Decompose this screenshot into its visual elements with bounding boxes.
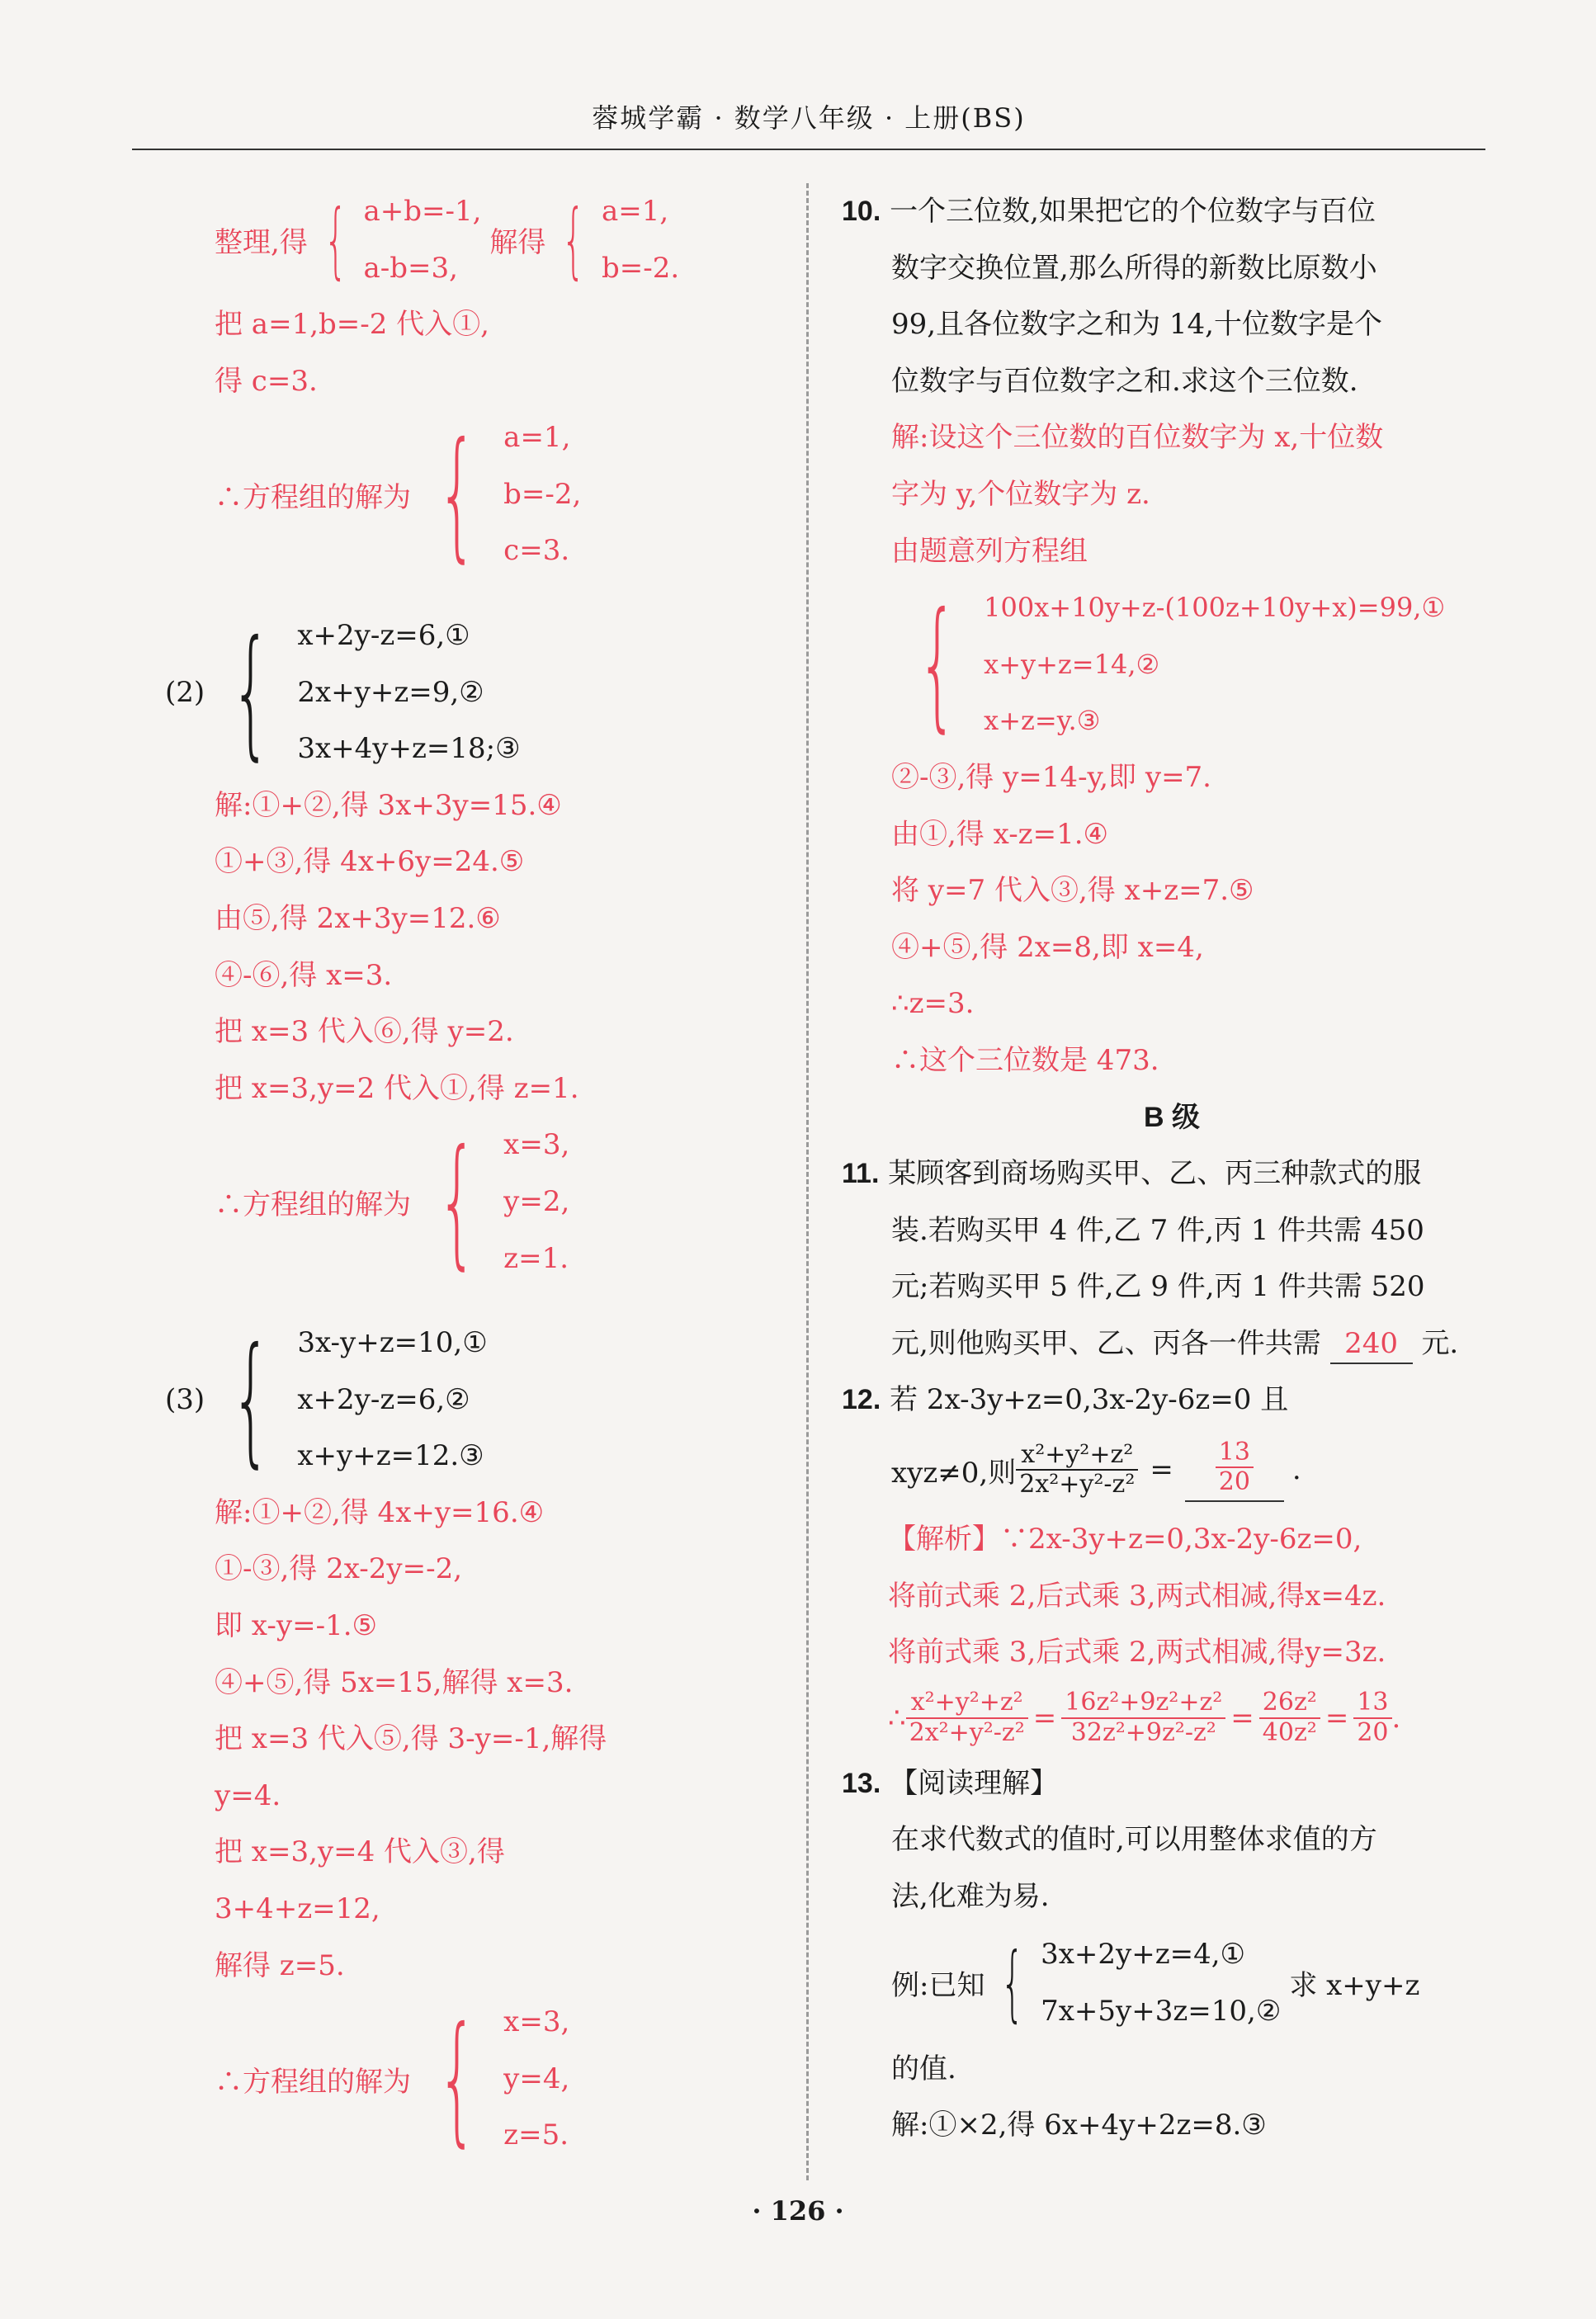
q11-text: 某顾客到商场购买甲、乙、丙三种款式的服: [888, 1157, 1422, 1191]
equals-sign: =: [1230, 1701, 1254, 1735]
q10-step: ∴z=3.: [891, 987, 975, 1021]
equation-row: x+2y-z=6,②: [297, 1382, 470, 1416]
p3-system: [165, 1315, 792, 1485]
equals-sign: =: [1032, 1701, 1057, 1735]
solution-row: z=5.: [503, 2118, 569, 2152]
solution-row: y=4,: [503, 2062, 570, 2095]
numerator: 13: [1216, 1438, 1254, 1469]
fraction: [906, 1688, 1028, 1747]
equation-row: x+2y-z=6,①: [297, 618, 470, 652]
q12-text: 若 2x-3y+z=0,3x-2y-6z=0 且: [890, 1383, 1289, 1417]
q10-answer: 由题意列方程组: [891, 534, 1088, 568]
q12-answer-fraction: [1216, 1438, 1254, 1497]
q10-text: 一个三位数,如果把它的个位数字与百位: [890, 195, 1376, 228]
p1-label-2: 解得: [489, 226, 546, 259]
fraction: [1259, 1688, 1320, 1747]
denominator: 20: [1357, 1717, 1389, 1747]
q11-number: 11.: [842, 1158, 880, 1190]
solution-row: x=3,: [503, 2005, 570, 2039]
p2-label: (2): [165, 675, 205, 709]
p1-step: 得 c=3.: [215, 364, 318, 398]
numerator: 13: [1353, 1688, 1391, 1719]
q13-text: 法,化难为易.: [891, 1880, 1050, 1914]
q10-step: 由①,得 x-z=1.④: [891, 817, 1109, 851]
q13-text: 在求代数式的值时,可以用整体求值的方: [891, 1823, 1377, 1857]
q13-example-label: 例:已知: [891, 1969, 985, 2003]
p2-solution: [215, 1117, 792, 1287]
p3-step: y=4.: [215, 1778, 281, 1812]
p3-step: 3+4+z=12,: [215, 1892, 380, 1926]
brace: {: [323, 191, 347, 288]
denominator: 2x²+y²-z²: [1019, 1470, 1136, 1500]
page-header: 蓉城学霸 · 数学八年级 · 上册(BS): [592, 102, 1026, 134]
q13-example-after: 求 x+y+z: [1289, 1969, 1420, 2003]
q12-line: [842, 1372, 1502, 1429]
p1-sys2-row: b=-2.: [602, 251, 680, 285]
equals-sign: =: [1324, 1701, 1349, 1735]
equation-row: 3x-y+z=10,①: [297, 1326, 488, 1360]
p3-step: 即 x-y=-1.⑤: [215, 1609, 377, 1643]
p3-step: 把 x=3 代入⑤,得 3-y=-1,解得: [215, 1722, 607, 1756]
q11-answer-blank: 240: [1330, 1325, 1413, 1364]
p1-label-1: 整理,得: [215, 226, 308, 259]
q11-text: 元,则他购买甲、乙、丙各一件共需: [891, 1326, 1321, 1360]
q10-line: [842, 183, 1502, 240]
p1-sys1-row: a-b=3,: [363, 251, 458, 285]
denominator: 2x²+y²-z²: [909, 1717, 1025, 1747]
q12-number: 12.: [842, 1384, 881, 1416]
q11-text: 元;若购买甲 5 件,乙 9 件,丙 1 件共需 520: [891, 1270, 1425, 1304]
p3-step: ④+⑤,得 5x=15,解得 x=3.: [215, 1665, 574, 1699]
p2-step: 把 x=3 代入⑥,得 y=2.: [215, 1015, 514, 1049]
equation-row: 3x+4y+z=18;③: [297, 732, 521, 766]
page-number: · 126 ·: [752, 2195, 844, 2227]
q13-number: 13.: [842, 1767, 881, 1799]
q10-text: 99,且各位数字之和为 14,十位数字是个: [891, 308, 1382, 342]
brace: {: [230, 1317, 272, 1481]
q10-text: 位数字与百位数字之和.求这个三位数.: [891, 364, 1358, 398]
solution-label: ∴方程组的解为: [215, 2065, 411, 2099]
solution-row: y=2,: [503, 1184, 570, 1218]
brace: {: [561, 191, 586, 288]
denominator: 20: [1218, 1467, 1250, 1497]
q12-explanation: 将前式乘 2,后式乘 3,两式相减,得x=4z.: [888, 1579, 1386, 1613]
period: .: [1391, 1701, 1401, 1735]
q12-fraction-line: [842, 1429, 1502, 1511]
q10-system: [842, 579, 1502, 749]
numerator: x²+y²+z²: [1016, 1441, 1138, 1471]
solution-label: ∴方程组的解为: [215, 1188, 411, 1221]
q13-solution: 解:①×2,得 6x+4y+2z=8.③: [891, 2109, 1267, 2142]
solution-row: b=-2,: [503, 477, 582, 511]
q12-answer-blank: [1185, 1438, 1284, 1502]
p3-step: 把 x=3,y=4 代入③,得: [215, 1835, 505, 1869]
equation-row: 7x+5y+3z=10,②: [1041, 1994, 1282, 2028]
p1-sys2-row: a=1,: [602, 194, 669, 228]
equation-row: x+y+z=14,②: [984, 648, 1160, 680]
p2-step: 解:①+②,得 3x+3y=15.④: [215, 788, 562, 822]
q13-example: [842, 1925, 1502, 2041]
q12-text: xyz≠0,则: [891, 1456, 1017, 1490]
brace: {: [437, 1120, 478, 1284]
q10-text: 数字交换位置,那么所得的新数比原数小: [891, 251, 1377, 285]
p2-step: 把 x=3,y=2 代入①,得 z=1.: [215, 1071, 579, 1105]
q12-explanation: 【解析】∵2x-3y+z=0,3x-2y-6z=0,: [888, 1523, 1362, 1556]
level-heading: B 级: [1144, 1101, 1200, 1133]
left-column: [165, 183, 792, 2164]
numerator: 26z²: [1259, 1688, 1320, 1719]
numerator: x²+y²+z²: [906, 1688, 1028, 1719]
p2-step: ①+③,得 4x+6y=24.⑤: [215, 845, 525, 879]
q13-title: 【阅读理解】: [890, 1766, 1059, 1800]
p2-system: [165, 607, 792, 777]
brace: {: [437, 1997, 478, 2161]
equation-row: 2x+y+z=9,②: [297, 675, 484, 709]
q10-answer: 解:设这个三位数的百位数字为 x,十位数: [891, 421, 1384, 455]
q12-final-equation: [888, 1681, 1502, 1755]
equals-sign: =: [1150, 1453, 1173, 1487]
denominator: 40z²: [1262, 1717, 1317, 1747]
numerator: 16z²+9z²+z²: [1061, 1688, 1225, 1719]
q12-explanation: 将前式乘 3,后式乘 2,两式相减,得y=3z.: [888, 1636, 1386, 1670]
q11-last-line: [842, 1315, 1502, 1372]
column-divider: [806, 183, 809, 2180]
q11-line: [842, 1145, 1502, 1202]
p3-step: ①-③,得 2x-2y=-2,: [215, 1552, 463, 1586]
period: .: [1291, 1453, 1301, 1487]
q10-answer: 字为 y,个位数字为 z.: [891, 477, 1150, 511]
p3-label: (3): [165, 1382, 205, 1416]
q12-fraction: [1016, 1441, 1138, 1500]
solution-row: z=1.: [503, 1241, 569, 1275]
solution-row: x=3,: [503, 1128, 570, 1162]
p2-step: ④-⑥,得 x=3.: [215, 958, 393, 992]
fraction: [1353, 1688, 1391, 1747]
p1-sys1-row: a+b=-1,: [363, 194, 482, 228]
brace: {: [230, 610, 272, 774]
p3-solution: [215, 1994, 792, 2164]
equation-row: x+z=y.③: [984, 705, 1101, 737]
solution-row: a=1,: [503, 421, 571, 455]
solution-label: ∴方程组的解为: [215, 480, 411, 514]
p1-solution: [215, 409, 792, 579]
p1-step: 把 a=1,b=-2 代入①,: [215, 308, 489, 341]
solution-row: c=3.: [503, 534, 570, 568]
therefore-symbol: ∴: [888, 1701, 906, 1735]
equation-row: 100x+10y+z-(100z+10y+x)=99,①: [984, 592, 1446, 624]
equation-row: 3x+2y+z=4,①: [1041, 1938, 1246, 1972]
right-column: [842, 183, 1502, 2154]
fraction: [1061, 1688, 1225, 1747]
q10-number: 10.: [842, 196, 881, 227]
p3-step: 解:①+②,得 4x+y=16.④: [215, 1495, 545, 1529]
q11-text: 元.: [1421, 1326, 1459, 1360]
header-rule: [132, 149, 1485, 150]
q13-text: 的值.: [891, 2052, 956, 2085]
q13-line: [842, 1755, 1502, 1812]
q10-step: 将 y=7 代入③,得 x+z=7.⑤: [891, 874, 1254, 908]
p2-step: 由⑤,得 2x+3y=12.⑥: [215, 901, 501, 935]
brace: {: [1000, 1934, 1025, 2031]
brace: {: [437, 413, 478, 577]
equation-row: x+y+z=12.③: [297, 1439, 484, 1473]
q11-text: 装.若购买甲 4 件,乙 7 件,丙 1 件共需 450: [891, 1213, 1424, 1247]
denominator: 32z²+9z²-z²: [1070, 1717, 1216, 1747]
q10-step: ∴这个三位数是 473.: [891, 1043, 1159, 1077]
q10-step: ②-③,得 y=14-y,即 y=7.: [891, 760, 1211, 794]
q10-step: ④+⑤,得 2x=8,即 x=4,: [891, 930, 1204, 964]
brace: {: [917, 583, 958, 747]
p3-step: 解得 z=5.: [215, 1948, 345, 1982]
p1-system-row: [215, 183, 792, 296]
